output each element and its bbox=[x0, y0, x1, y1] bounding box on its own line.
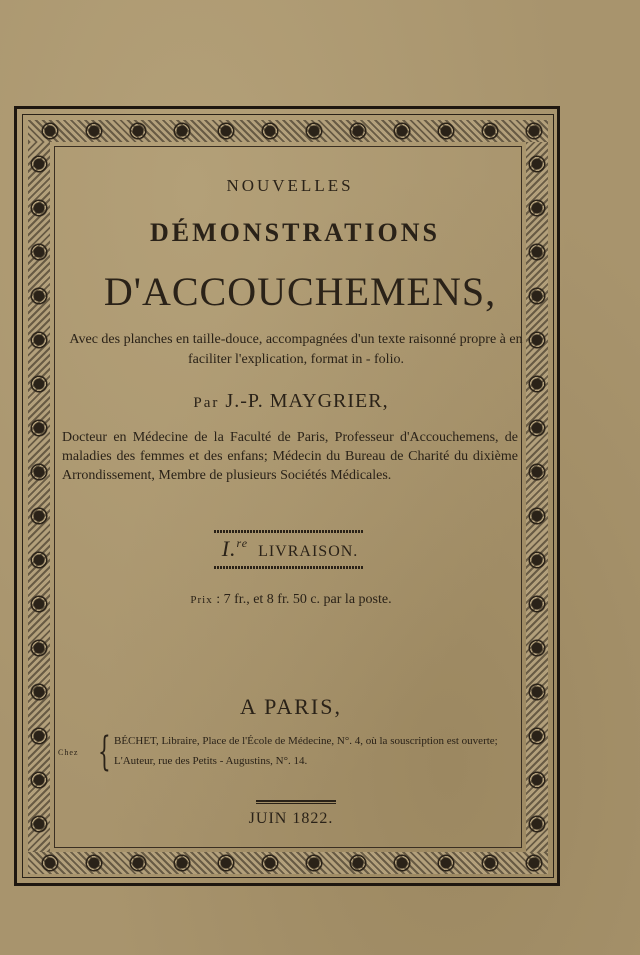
ornamental-border-bottom bbox=[28, 852, 548, 874]
rule-bottom bbox=[214, 566, 364, 569]
livraison-line bbox=[0, 536, 580, 562]
price-line bbox=[0, 592, 582, 608]
ornamental-border-top bbox=[28, 120, 548, 142]
title-line-1: NOUVELLES bbox=[226, 176, 354, 195]
ornamental-border-right bbox=[526, 142, 548, 852]
title-line-3: D'ACCOUCHEMENS, bbox=[103, 269, 497, 314]
livraison-label: LIVRAISON. bbox=[258, 543, 359, 560]
price-text: : 7 fr., et 8 fr. 50 c. par la poste. bbox=[216, 592, 392, 607]
author-credentials: Docteur en Médecine de la Faculté de Paris, Professeur d'Accouchemens, de maladies des femmes et des enfans; Médecin du Bureau de Charité du dixième Arrondissement, Membre de plusieurs Sociétés Médicales. bbox=[62, 430, 518, 483]
author-line bbox=[0, 390, 582, 413]
place-of-publication: A PARIS, bbox=[239, 694, 342, 719]
date-rule bbox=[256, 800, 336, 804]
publisher-chez: Chez bbox=[58, 748, 79, 757]
ornamental-border-left bbox=[28, 142, 50, 852]
title-line-2: DÉMONSTRATIONS bbox=[149, 218, 440, 247]
publisher-line-2: L'Auteur, rue des Petits - Augustins, N°. 14. bbox=[114, 755, 308, 767]
author-name: J.-P. MAYGRIER, bbox=[225, 390, 389, 412]
livraison-ordinal: re bbox=[236, 536, 249, 550]
publisher-line-1: BÉCHET, Libraire, Place de l'École de Médecine, N°. 4, où la souscription est ouverte; bbox=[114, 735, 498, 747]
livraison-number: I. bbox=[221, 536, 237, 561]
author-prefix: Par bbox=[193, 395, 220, 411]
price-prefix: Prix bbox=[190, 594, 213, 606]
publisher-lines bbox=[114, 731, 498, 771]
publication-date: JUIN 1822. bbox=[248, 810, 334, 827]
brace-glyph: { bbox=[98, 729, 111, 775]
rule-top bbox=[214, 530, 364, 533]
subtitle-description: Avec des planches en taille-douce, accompagnées d'un texte raisonné propre à en faciliter l'explication, format in - folio. bbox=[69, 332, 523, 367]
